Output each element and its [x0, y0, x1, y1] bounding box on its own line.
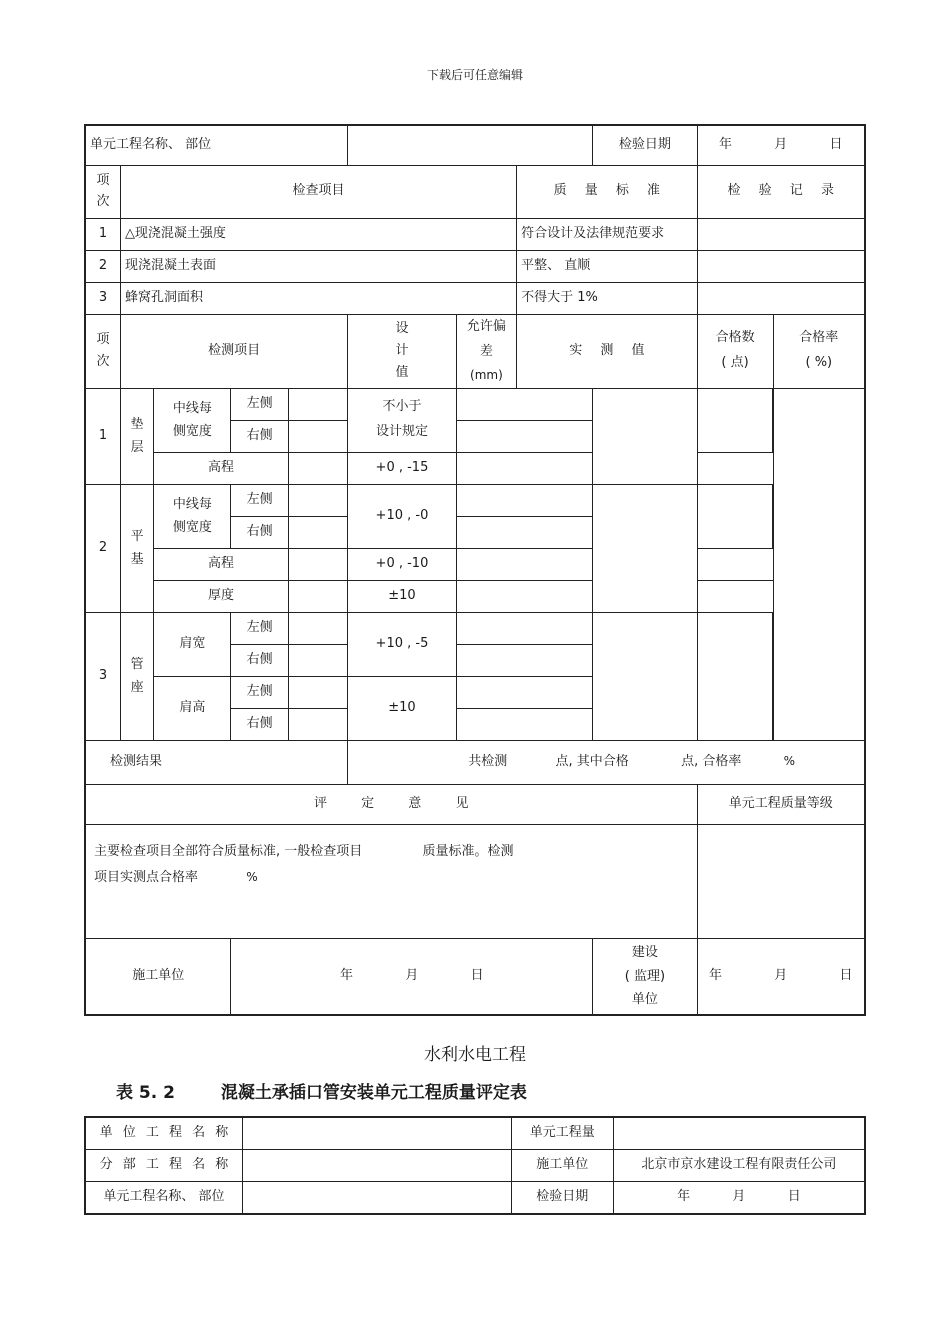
pass-rate-cell[interactable]: [697, 548, 773, 580]
elevation-label: 高程: [154, 548, 289, 580]
tolerance-unit-label: (mm): [470, 368, 503, 383]
result-text: [348, 740, 865, 784]
form-title: [116, 1078, 567, 1103]
month-label: 月: [405, 967, 419, 983]
unit-project-value[interactable]: [242, 1117, 511, 1150]
pass-rate-cell[interactable]: [697, 388, 773, 452]
day-label: 日: [787, 1189, 801, 1205]
form-number: 表 5. 2: [116, 1083, 175, 1103]
group-1-sub: 中线每 侧宽度: [154, 388, 231, 452]
year-label: 年: [718, 136, 732, 152]
opinion-header: 评 定 意 见: [85, 784, 697, 824]
day-label: 日: [829, 136, 843, 152]
header-info-table: [84, 1116, 866, 1215]
inspect-row-standard: 平整、 直顺: [517, 250, 697, 282]
actual-cell[interactable]: [456, 708, 593, 740]
group-3-no: 3: [85, 612, 120, 740]
inspect-no-header: 项 次: [85, 165, 120, 218]
design-cell[interactable]: [288, 676, 347, 708]
design-cell[interactable]: [288, 548, 347, 580]
inspect-row-item: 现浇混凝土表面: [120, 250, 516, 282]
inspect-row-item: 蜂窝孔洞面积: [120, 282, 516, 314]
date-value[interactable]: [697, 125, 865, 165]
pass-rate-cell[interactable]: [697, 484, 773, 548]
inspect-standard-header: 质 量 标 准: [517, 165, 697, 218]
left-side-label: 左侧: [231, 484, 288, 516]
actual-cell[interactable]: [456, 484, 593, 516]
left-side-label: 左侧: [231, 612, 288, 644]
design-cell[interactable]: [288, 452, 347, 484]
design-cell[interactable]: [288, 580, 347, 612]
group-1-name: 垫 层: [120, 388, 153, 484]
construction-unit-label: 施工单位: [511, 1150, 613, 1182]
element-name-value[interactable]: [242, 1182, 511, 1215]
right-side-label: 右侧: [231, 516, 288, 548]
actual-cell[interactable]: [456, 548, 593, 580]
inspect-row-record[interactable]: [697, 218, 865, 250]
group-2-no: 2: [85, 484, 120, 612]
result-text-2: 点, 其中合格: [555, 753, 629, 769]
form-title-text: 混凝土承插口管安装单元工程质量评定表: [220, 1083, 527, 1103]
group-1-no: 1: [85, 388, 120, 484]
grade-header: 单元工程质量等级: [697, 784, 865, 824]
design-cell[interactable]: [288, 484, 347, 516]
supervision-label-3: 单位: [631, 991, 658, 1007]
tolerance-text: 不小于: [382, 399, 422, 415]
opinion-text-1: 主要检查项目全部符合质量标准, 一般检查项目: [94, 843, 363, 859]
unit-element-quantity-label: 单元工程量: [511, 1117, 613, 1150]
inspect-row-record[interactable]: [697, 250, 865, 282]
actual-cell[interactable]: [456, 388, 593, 420]
month-label: 月: [774, 967, 788, 983]
shoulder-width-label: 肩宽: [154, 612, 231, 676]
supervision-unit-label: [593, 938, 697, 1015]
result-label: 检测结果: [85, 740, 348, 784]
pass-rate-cell[interactable]: [697, 452, 773, 484]
grade-value[interactable]: [697, 824, 865, 938]
unit-element-name-label: 单元工程名称、 部位: [85, 125, 348, 165]
inspect-row-no: 2: [85, 250, 120, 282]
right-side-label: 右侧: [231, 644, 288, 676]
supervision-label-1: 建设: [631, 945, 658, 961]
inspect-row-standard: 不得大于 1%: [517, 282, 697, 314]
tolerance-cell: ±10: [348, 580, 456, 612]
year-label: 年: [340, 967, 354, 983]
actual-cell[interactable]: [456, 612, 593, 644]
pass-count-cell[interactable]: [593, 612, 697, 740]
pass-count-unit: ( 点): [721, 355, 749, 370]
actual-cell[interactable]: [456, 676, 593, 708]
shoulder-height-label: 肩高: [154, 676, 231, 740]
pass-count-label: 合格数: [715, 330, 755, 346]
elevation-label: 高程: [154, 452, 289, 484]
supervision-date[interactable]: [697, 938, 865, 1015]
design-cell[interactable]: [288, 708, 347, 740]
opinion-text-4: %: [246, 869, 258, 884]
pass-rate-cell[interactable]: [697, 580, 773, 612]
group-3-name: 管 座: [120, 612, 153, 740]
group-2-sub: 中线每 侧宽度: [154, 484, 231, 548]
supervision-label-2: ( 监理): [624, 968, 666, 984]
quality-table: [84, 124, 866, 1016]
right-side-label: 右侧: [231, 420, 288, 452]
actual-cell[interactable]: [456, 644, 593, 676]
thickness-label: 厚度: [154, 580, 289, 612]
inspect-row-no: 3: [85, 282, 120, 314]
month-label: 月: [774, 136, 788, 152]
design-cell[interactable]: [288, 612, 347, 644]
opinion-text-3: 项目实测点合格率: [94, 869, 199, 885]
tolerance-text: 设计规定: [375, 424, 428, 439]
year-label: 年: [708, 967, 722, 983]
result-text-1: 共检测: [468, 753, 508, 769]
left-side-label: 左侧: [231, 676, 288, 708]
pass-rate-unit: ( %): [805, 355, 833, 370]
tolerance-cell: [348, 388, 456, 452]
element-name-label: 单元工程名称、 部位: [85, 1182, 242, 1215]
sub-project-value[interactable]: [242, 1150, 511, 1182]
design-value-header: 设 计 值: [348, 314, 456, 388]
inspect-row-no: 1: [85, 218, 120, 250]
opinion-text-2: 质量标准。检测: [422, 843, 514, 859]
date-label: 检验日期: [593, 125, 697, 165]
section-title: 水利水电工程: [424, 1045, 526, 1065]
actual-value-header: 实 测 值: [517, 314, 697, 388]
tolerance-cell: +0 , -10: [348, 548, 456, 580]
pass-rate-cell[interactable]: [697, 612, 773, 740]
pass-count-cell[interactable]: [593, 484, 697, 612]
tolerance-cell: +10 , -5: [348, 612, 456, 676]
measure-item-header: 检测项目: [120, 314, 347, 388]
result-text-4: %: [783, 753, 796, 768]
tolerance-cell: ±10: [348, 676, 456, 740]
actual-cell[interactable]: [456, 580, 593, 612]
inspect-item-header: 检查项目: [120, 165, 516, 218]
actual-cell[interactable]: [456, 452, 593, 484]
design-cell[interactable]: [288, 420, 347, 452]
header-note: 下载后可任意编辑: [426, 68, 523, 82]
construction-unit-label: 施工单位: [85, 938, 231, 1015]
inspect-record-header: 检 验 记 录: [697, 165, 865, 218]
tolerance-cell: +0 , -15: [348, 452, 456, 484]
construction-date[interactable]: [231, 938, 593, 1015]
tolerance-cell: +10 , -0: [348, 484, 456, 548]
pass-rate-header: [773, 314, 865, 388]
construction-unit-value[interactable]: 北京市京水建设工程有限责任公司: [613, 1150, 865, 1182]
inspect-row-standard: 符合设计及法律规范要求: [517, 218, 697, 250]
group-2-name: 平 基: [120, 484, 153, 612]
inspect-row-item: △现浇混凝土强度: [120, 218, 516, 250]
tolerance-header: [456, 314, 516, 388]
day-label: 日: [839, 967, 853, 983]
actual-cell[interactable]: [456, 420, 593, 452]
inspection-date-label: 检验日期: [511, 1182, 613, 1215]
sub-project-label: 分 部 工 程 名 称: [85, 1150, 242, 1182]
inspection-date-value[interactable]: [613, 1182, 865, 1215]
measure-no-header: 项 次: [85, 314, 120, 388]
month-label: 月: [732, 1189, 746, 1205]
pass-count-header: [697, 314, 773, 388]
design-cell[interactable]: [288, 516, 347, 548]
inspect-row-record[interactable]: [697, 282, 865, 314]
left-side-label: 左侧: [231, 388, 288, 420]
year-label: 年: [677, 1189, 691, 1205]
pass-rate-label: 合格率: [799, 330, 839, 346]
unit-element-quantity-value[interactable]: [613, 1117, 865, 1150]
right-side-label: 右侧: [231, 708, 288, 740]
unit-element-name-value[interactable]: [348, 125, 593, 165]
design-cell[interactable]: [288, 644, 347, 676]
pass-count-cell[interactable]: [593, 388, 697, 484]
actual-cell[interactable]: [456, 516, 593, 548]
design-cell[interactable]: [288, 388, 347, 420]
opinion-text[interactable]: [85, 824, 697, 938]
result-text-3: 点, 合格率: [681, 753, 742, 769]
day-label: 日: [470, 967, 484, 983]
unit-project-label: 单 位 工 程 名 称: [85, 1117, 242, 1150]
tolerance-header-label: 允许偏差: [466, 318, 506, 359]
